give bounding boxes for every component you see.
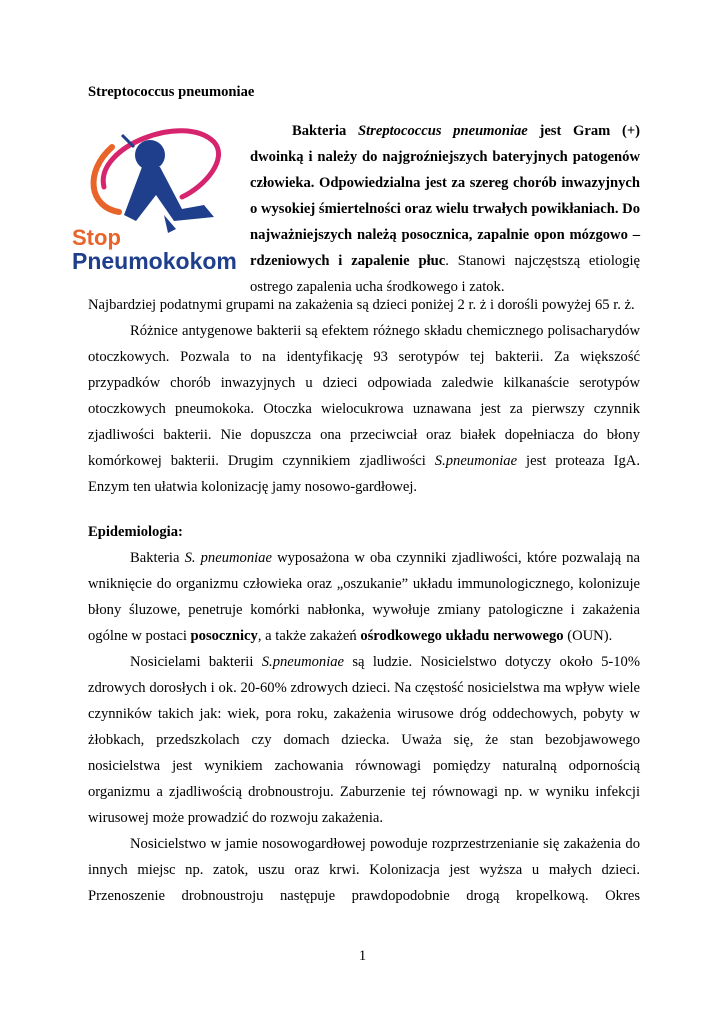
epi1-bold-sepsis: posocznicy xyxy=(190,628,258,644)
document-title: Streptococcus pneumoniae xyxy=(88,84,255,100)
epi2-text-a: Nosicielami bakterii xyxy=(130,654,262,670)
page-number: 1 xyxy=(358,948,367,964)
epi2-text-b: są ludzie. Nosicielstwo dotyczy około 5-10% zdrowych dorosłych i ok. 20-60% zdrowych dzieci. Na częstość nosicielstwa ma wpływ wiele czynników takich jak: wiek, pora roku, zakażenia wirusowe dróg oddechowych, pobyty w żłobkach, przedszkolach czy domach dziecka. Uważa się, że stan bezobjawowego nosicielstwa jest wynikiem zachowania równowagi pomiędzy naturalną odpornością organizmu a zjadliwością drobnoustroju. Zaburzenie tej równowagi np. w wyniku infekcji wirusowej może prowadzić do rozwoju zakażenia. xyxy=(88,654,641,826)
epi1-bold-cns: ośrodkowego układu nerwowego xyxy=(360,628,564,644)
antigen-species: S.pneumoniae xyxy=(434,453,518,469)
epidemiology-heading: Epidemiologia: xyxy=(88,524,183,540)
antigen-text-b: jest proteaza IgA. Enzym ten ułatwia kolonizację jamy nosowo-gardłowej. xyxy=(88,453,640,495)
epi2-species: S.pneumoniae xyxy=(261,654,345,670)
epi1-text-d: (OUN). xyxy=(563,628,613,644)
epi1-text-b: wyposażona w oba czynniki zjadliwości, które pozwalają na wniknięcie do organizmu człowieka oraz „oszukanie” układu immunologicznego, kolonizuje błony śluzowe, penetruje komórki nabłonka, wywołuje zmiany patologiczne i zakażenia ogólne w postaci xyxy=(88,550,640,644)
stop-pneumokokom-logo xyxy=(64,117,240,279)
epidemiology-section xyxy=(88,519,640,909)
logo-text-stop: Stop xyxy=(72,225,121,250)
body-text-block-1 xyxy=(88,292,640,500)
intro-text-c: . Stanowi najczęstszą etiologię ostrego zapalenia ucha środkowego i zatok. xyxy=(250,253,640,295)
logo-graphic xyxy=(64,117,240,279)
intro-text-b: jest Gram (+) dwoinką i należy do najgroźniejszych bateryjnych patogenów człowieka. Odpowiedzialna jest za szereg chorób inwazyjnych o wysokiej śmiertelności oraz wielu trwałych powikłaniach. Do najważniejszych należą posocznica, zapalnie opon mózgowo – rdzeniowych i zapalenie płuc xyxy=(250,123,641,269)
epi1-species: S. pneumoniae xyxy=(184,550,272,566)
intro-text-a: Bakteria xyxy=(292,123,358,139)
intro-paragraph xyxy=(250,118,640,300)
intro-species: Streptococcus pneumoniae xyxy=(358,123,528,139)
logo-text-pneumokokom: Pneumokokom xyxy=(72,248,237,274)
antigen-text-a: Różnice antygenowe bakterii są efektem różnego składu chemicznego polisacharydów otoczkowych. Pozwala to na identyfikację 93 serotypów tej bakterii. Za większość przypadków chorób inwazyjnych u dzieci odpowiada zaledwie kilkanaście serotypów otoczkowych pneumokoka. Otoczka wielocukrowa uznawana jest za pierwszy czynnik zjadliwości bakterii. Nie dopuszcza ona przeciwciał oraz białek dopełniacza do błony komórkowej bakterii. Drugim czynnikiem zjadliwości xyxy=(88,323,640,469)
epidemiology-paragraph-2 xyxy=(88,649,640,831)
risk-groups-paragraph: Najbardziej podatnymi grupami na zakażenia są dzieci poniżej 2 r. ż i dorośli powyżej 65 r. ż. xyxy=(88,297,635,313)
epidemiology-paragraph-1 xyxy=(88,545,640,649)
antigen-paragraph xyxy=(88,318,640,500)
epi1-text-a: Bakteria xyxy=(130,550,185,566)
epidemiology-paragraph-3: Nosicielstwo w jamie nosowogardłowej powoduje rozprzestrzenianie się zakażenia do innych miejsc np. zatok, uszu oraz krwi. Kolonizacja jest wyższa u małych dzieci. Przenoszenie drobnoustroju następuje prawdopodobnie drogą kropelkową. Okres xyxy=(88,836,640,904)
epi1-text-c: , a także zakażeń xyxy=(257,628,361,644)
